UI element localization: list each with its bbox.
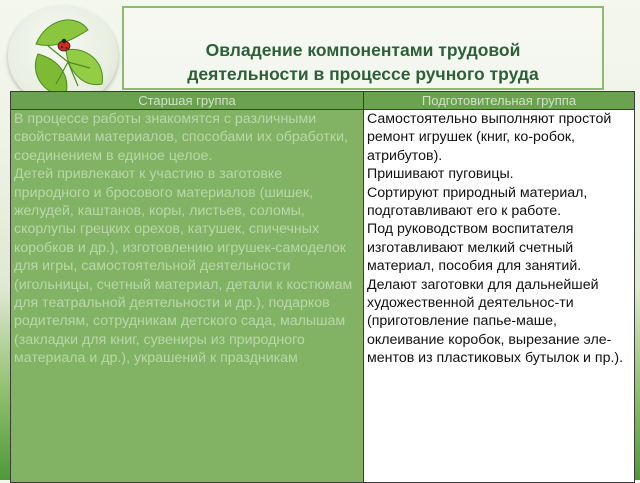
right-paragraph: Сортируют природный материал, подготавливают его к работе. (367, 184, 588, 220)
right-paragraph: Самостоятельно выполняют простой ремонт игрушек (книг, ко-робок, атрибутов). (367, 111, 612, 164)
right-paragraph: Под руководством воспитателя изготавливают мелкий счетный материал, пособия для занятий. (367, 221, 582, 275)
page-title (122, 38, 604, 86)
comparison-table (10, 91, 635, 483)
left-paragraph: Детей привлекают к участию в заготовке природного и бросового материалов (шишек, желудей, каштанов, коры, листьев, соломы, скорлупы грецких орехов, катушек, спичечных коробков и др.), изготовлению игрушек-самоделок для игры, самостоятельной деятельности (игольницы, счетный материал, детали к костюмам для театральной деятельности и др.), подарков родителям, сотрудникам детского сада, малышам (закладки для книг, сувениры из природного материала и др.), украшений к праздникам (14, 166, 353, 367)
header-senior-group: Старшая группа (11, 92, 364, 110)
table-row (11, 110, 635, 483)
table-header-row (11, 92, 635, 110)
right-paragraph: Пришивают пуговицы. (367, 166, 514, 183)
header-preparatory-group: Подготовительная группа (364, 92, 635, 110)
title-line-1: Овладение компонентами трудовой (205, 40, 521, 60)
right-paragraph: Делают заготовки для дальнейшей художественной деятельнос-ти (приготовление папье-маше, оклеивание коробок, вырезание эле-ментов из пластиковых бутылок и пр.). (367, 276, 624, 367)
preparatory-group-cell (364, 110, 635, 483)
senior-group-cell (11, 110, 364, 483)
left-paragraph: В процессе работы знакомятся с различными свойствами материалов, способами их обработки, соединением в единое целое. (14, 111, 348, 164)
title-line-2: деятельности в процессе ручного труда (187, 64, 539, 84)
